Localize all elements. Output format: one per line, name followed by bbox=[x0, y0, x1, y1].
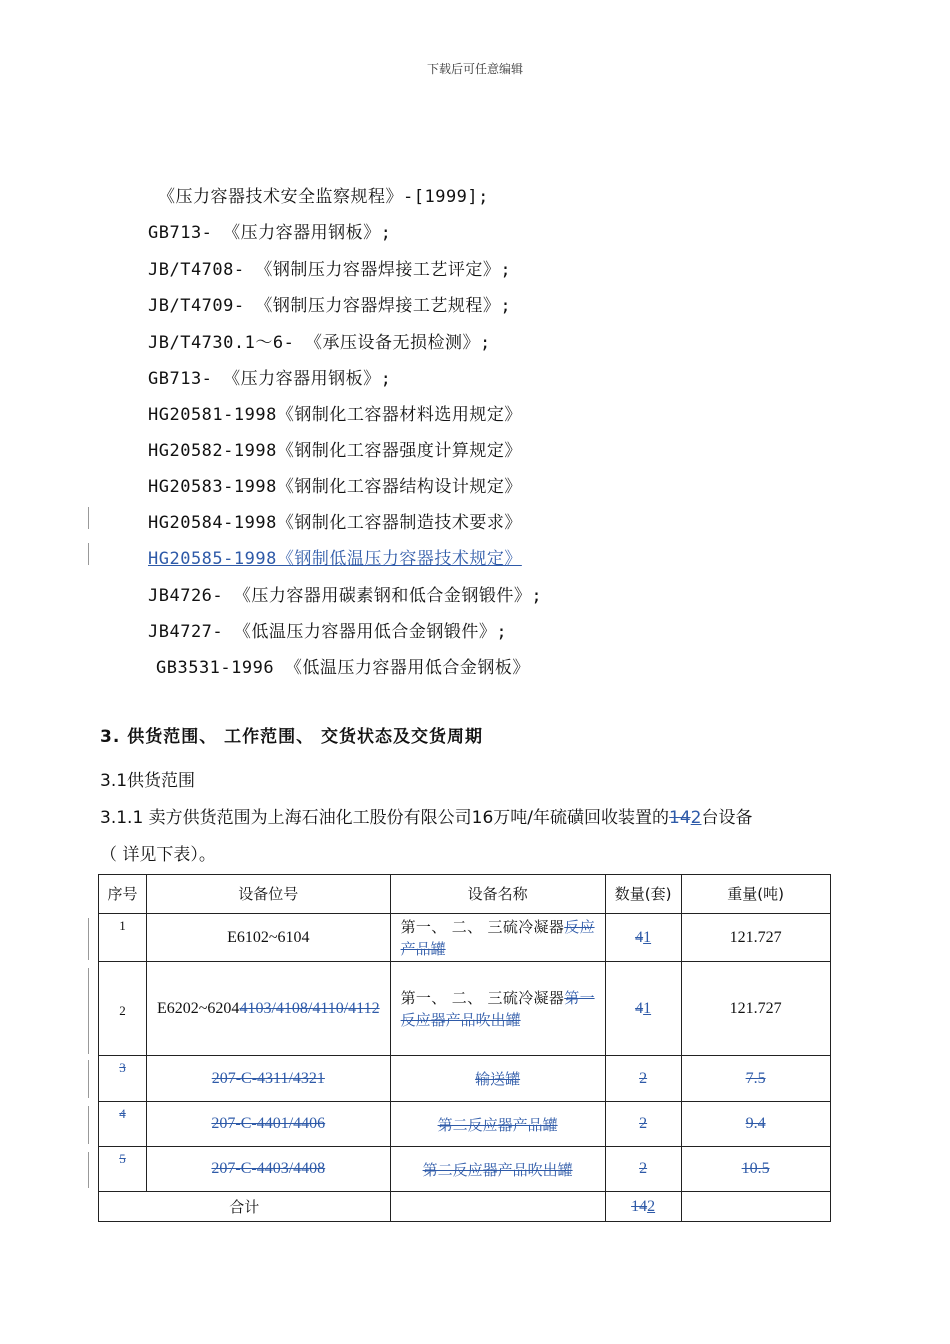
standard-item: HG20583-1998《钢制化工容器结构设计规定》 bbox=[148, 477, 522, 497]
weight-cell: 7.5 bbox=[681, 1056, 830, 1102]
standard-item: 《压力容器技术安全监察规程》-[1999]; bbox=[158, 187, 489, 207]
inserted-text: 2 bbox=[647, 1197, 656, 1215]
deleted-text: 14 bbox=[631, 1197, 648, 1215]
tag-cell: E6102~6104 bbox=[147, 914, 391, 962]
subsection-title: 3.1供货范围 bbox=[100, 771, 196, 791]
total-weight bbox=[681, 1192, 830, 1222]
revision-bar bbox=[88, 1152, 89, 1188]
deleted-text: 第一反应器产品吹出罐 bbox=[400, 988, 595, 1029]
standard-item: GB713- 《压力容器用钢板》; bbox=[148, 223, 392, 243]
header-weight: 重量(吨) bbox=[681, 875, 830, 914]
seq-cell: 1 bbox=[99, 914, 147, 962]
standard-item: JB4726- 《压力容器用碳素钢和低合金钢锻件》; bbox=[148, 586, 543, 606]
total-label: 合计 bbox=[99, 1192, 391, 1222]
standard-item: GB3531-1996 《低温压力容器用低合金钢板》 bbox=[156, 658, 530, 678]
deleted-text: 14 bbox=[669, 808, 691, 828]
scope-paragraph bbox=[100, 803, 753, 828]
tag-text: E6202~6204 bbox=[157, 999, 240, 1017]
section-title: 3. 供货范围、 工作范围、 交货状态及交货周期 bbox=[100, 727, 484, 747]
qty-cell bbox=[605, 914, 681, 962]
standard-item: JB/T4708- 《钢制压力容器焊接工艺评定》; bbox=[148, 260, 512, 280]
table-row bbox=[99, 1147, 831, 1192]
table-row bbox=[99, 1056, 831, 1102]
revision-bar bbox=[88, 1106, 89, 1144]
weight-cell: 121.727 bbox=[681, 962, 830, 1056]
inserted-text: 1 bbox=[643, 999, 652, 1017]
tag-cell: 207-C-4401/4406 bbox=[147, 1102, 391, 1147]
qty-cell: 2 bbox=[605, 1147, 681, 1192]
para-text: 3.1.1 卖方供货范围为上海石油化工股份有限公司16万吨/年硫磺回收装置的 bbox=[100, 808, 670, 828]
table-row bbox=[99, 962, 831, 1056]
name-text: 第一、 二、 三硫冷凝器 bbox=[400, 917, 565, 936]
tag-cell: 207-C-4403/4408 bbox=[147, 1147, 391, 1192]
table-header-row bbox=[99, 875, 831, 914]
seq-cell: 3 bbox=[99, 1056, 147, 1102]
standard-item: HG20582-1998《钢制化工容器强度计算规定》 bbox=[148, 441, 522, 461]
seq-cell: 5 bbox=[99, 1147, 147, 1192]
deleted-text: 4103/4108/4110/4112 bbox=[239, 999, 380, 1017]
para-text: 台设备 bbox=[701, 808, 753, 828]
standard-item: JB4727- 《低温压力容器用低合金钢锻件》; bbox=[148, 622, 508, 642]
header-name: 设备名称 bbox=[390, 875, 605, 914]
standard-item: GB713- 《压力容器用钢板》; bbox=[148, 369, 392, 389]
deleted-text: 4 bbox=[635, 928, 644, 946]
name-cell bbox=[390, 962, 605, 1056]
revision-bar bbox=[88, 543, 89, 565]
qty-cell bbox=[605, 962, 681, 1056]
weight-cell: 9.4 bbox=[681, 1102, 830, 1147]
standard-item: HG20584-1998《钢制化工容器制造技术要求》 bbox=[148, 513, 522, 533]
name-cell bbox=[390, 914, 605, 962]
tag-cell: 207-C-4311/4321 bbox=[147, 1056, 391, 1102]
weight-cell: 121.727 bbox=[681, 914, 830, 962]
page-header: 下载后可任意编辑 bbox=[426, 62, 523, 76]
seq-cell: 4 bbox=[99, 1102, 147, 1147]
revision-bar bbox=[88, 918, 89, 960]
equipment-table bbox=[98, 874, 831, 1222]
total-empty bbox=[390, 1192, 605, 1222]
standard-item: HG20581-1998《钢制化工容器材料选用规定》 bbox=[148, 405, 522, 425]
name-cell: 第二反应器产品吹出罐 bbox=[390, 1147, 605, 1192]
qty-cell: 2 bbox=[605, 1102, 681, 1147]
header-qty: 数量(套) bbox=[605, 875, 681, 914]
header-seq: 序号 bbox=[99, 875, 147, 914]
table-total-row bbox=[99, 1192, 831, 1222]
name-text: 第一、 二、 三硫冷凝器 bbox=[400, 988, 565, 1007]
standard-item: JB/T4730.1～6- 《承压设备无损检测》; bbox=[148, 333, 491, 353]
inserted-text: 1 bbox=[643, 928, 652, 946]
deleted-text: 反应产品罐 bbox=[400, 917, 595, 958]
revision-bar bbox=[88, 968, 89, 1054]
revision-bar bbox=[88, 507, 89, 529]
inserted-text: 2 bbox=[690, 808, 702, 828]
name-cell: 输送罐 bbox=[390, 1056, 605, 1102]
table-row bbox=[99, 1102, 831, 1147]
standard-item-link[interactable]: HG20585-1998《钢制低温压力容器技术规定》 bbox=[148, 549, 522, 569]
total-qty bbox=[605, 1192, 681, 1222]
seq-cell: 2 bbox=[99, 962, 147, 1056]
revision-bar bbox=[88, 1060, 89, 1098]
header-tag: 设备位号 bbox=[147, 875, 391, 914]
standard-item: JB/T4709- 《钢制压力容器焊接工艺规程》; bbox=[148, 296, 512, 316]
name-cell: 第二反应器产品罐 bbox=[390, 1102, 605, 1147]
deleted-text: 4 bbox=[635, 999, 644, 1017]
tag-cell bbox=[147, 962, 391, 1056]
table-row bbox=[99, 914, 831, 962]
qty-cell: 2 bbox=[605, 1056, 681, 1102]
para-line2: （ 详见下表）。 bbox=[100, 845, 216, 865]
weight-cell: 10.5 bbox=[681, 1147, 830, 1192]
